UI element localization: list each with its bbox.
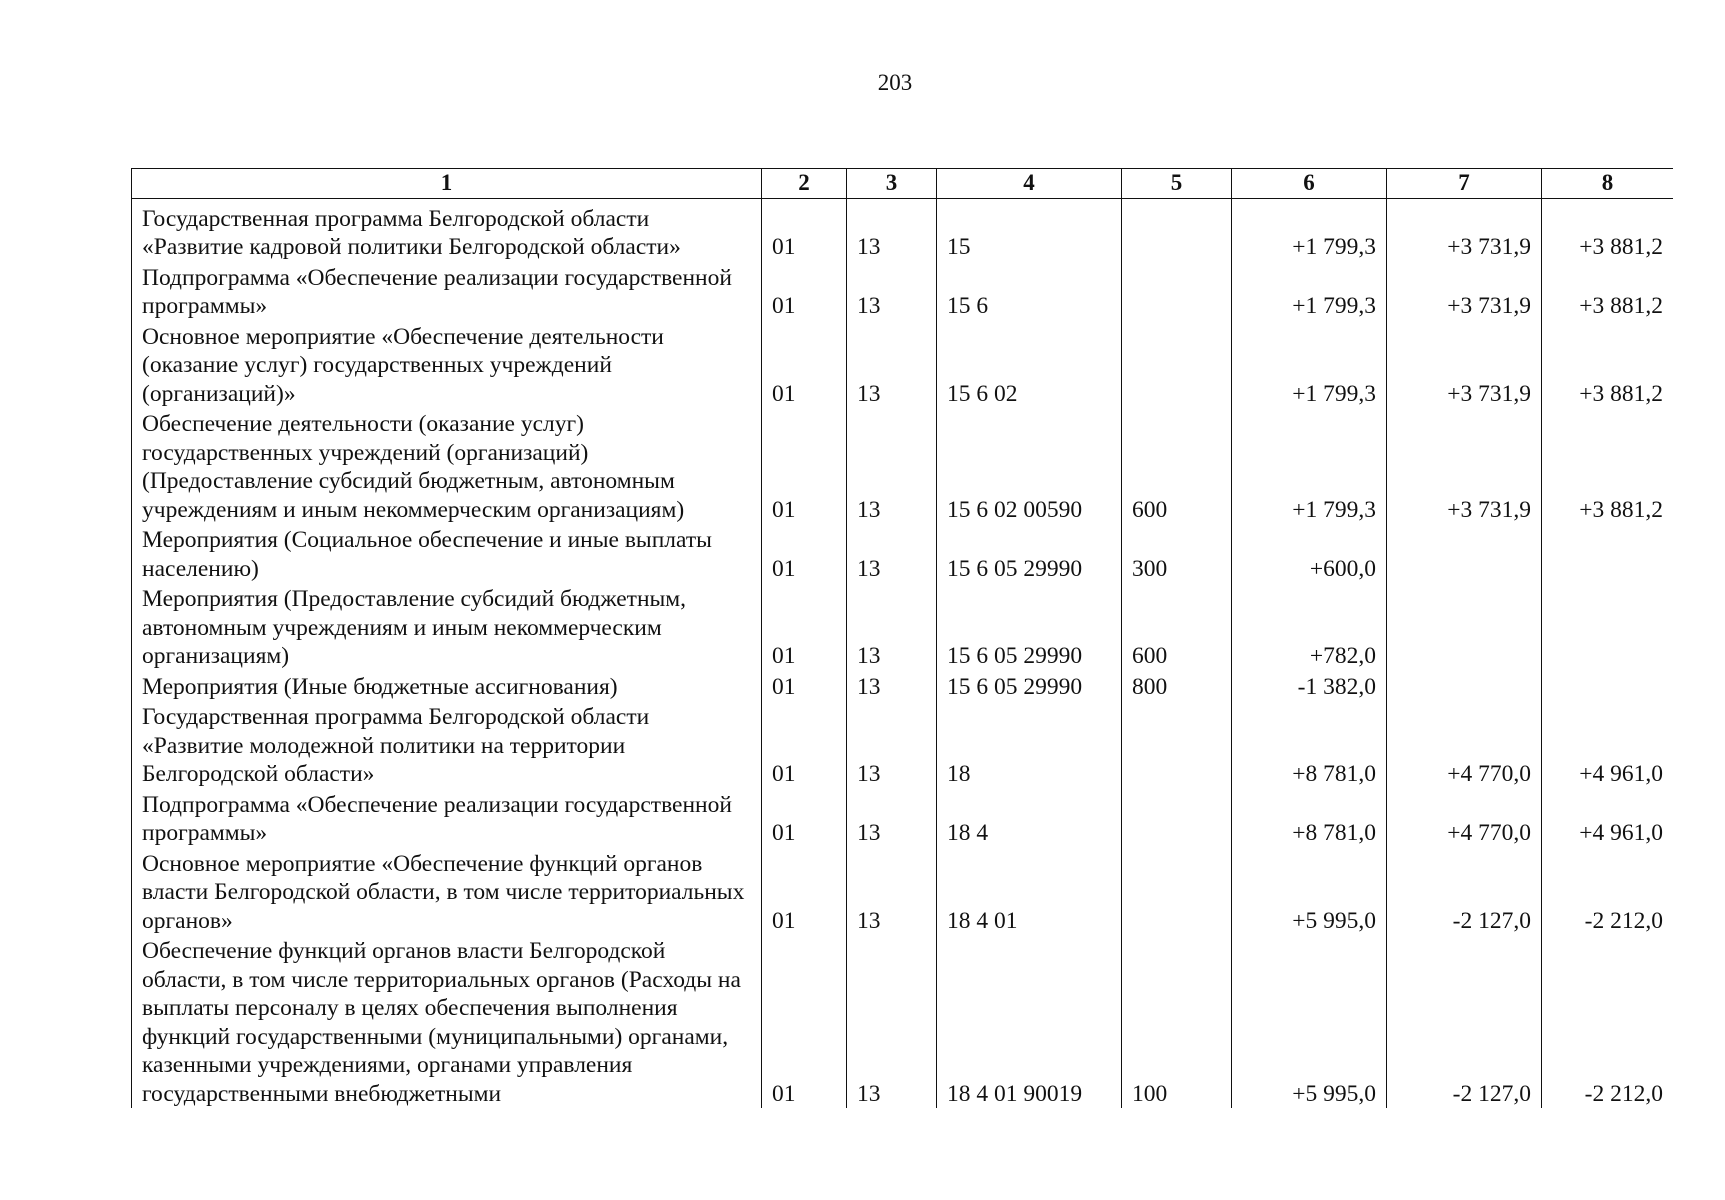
table-row: [132, 198, 1674, 262]
table-row: [132, 583, 1674, 671]
subsection-code: 13: [847, 198, 937, 262]
amount-col-8: +4 961,0: [1542, 701, 1674, 789]
subsection-code: 13: [847, 848, 937, 936]
row-description: Основное мероприятие «Обеспечение функций органов власти Белгородской области, в том числе территориальных органов»: [132, 848, 762, 936]
subsection-code: 13: [847, 583, 937, 671]
subsection-code: 13: [847, 524, 937, 583]
expense-type-code: 600: [1122, 583, 1232, 671]
expense-type-code: [1122, 848, 1232, 936]
table-row: [132, 789, 1674, 848]
column-header: 2: [762, 169, 847, 199]
row-description: Обеспечение функций органов власти Белгородской области, в том числе территориальных органов (Расходы на выплаты персоналу в целях обеспечения выполнения функций государственными (муниципальными) органами, казенными учреждениями, органами управления государственными внебюджетными: [132, 935, 762, 1108]
target-article-code: 15 6 02 00590: [937, 408, 1122, 524]
section-code: 01: [762, 524, 847, 583]
amount-col-8: [1542, 524, 1674, 583]
expense-type-code: 300: [1122, 524, 1232, 583]
table-row: [132, 671, 1674, 702]
subsection-code: 13: [847, 408, 937, 524]
amount-col-7: +3 731,9: [1387, 198, 1542, 262]
row-description: Основное мероприятие «Обеспечение деятельности (оказание услуг) государственных учреждений (организаций)»: [132, 321, 762, 409]
amount-col-7: +3 731,9: [1387, 408, 1542, 524]
subsection-code: 13: [847, 935, 937, 1108]
budget-table: [131, 168, 1673, 1108]
amount-col-6: +8 781,0: [1232, 701, 1387, 789]
column-header: 4: [937, 169, 1122, 199]
amount-col-8: +3 881,2: [1542, 262, 1674, 321]
subsection-code: 13: [847, 789, 937, 848]
amount-col-6: +5 995,0: [1232, 935, 1387, 1108]
section-code: 01: [762, 408, 847, 524]
amount-col-7: +3 731,9: [1387, 262, 1542, 321]
amount-col-6: +1 799,3: [1232, 321, 1387, 409]
table-row: [132, 408, 1674, 524]
amount-col-6: +600,0: [1232, 524, 1387, 583]
expense-type-code: [1122, 262, 1232, 321]
row-description: Государственная программа Белгородской области «Развитие кадровой политики Белгородской области»: [132, 198, 762, 262]
column-header: 5: [1122, 169, 1232, 199]
amount-col-7: +4 770,0: [1387, 789, 1542, 848]
table-row: [132, 848, 1674, 936]
section-code: 01: [762, 789, 847, 848]
row-description: Мероприятия (Предоставление субсидий бюджетным, автономным учреждениям и иным некоммерческим организациям): [132, 583, 762, 671]
amount-col-8: +3 881,2: [1542, 321, 1674, 409]
expense-type-code: 800: [1122, 671, 1232, 702]
column-header: 6: [1232, 169, 1387, 199]
amount-col-7: [1387, 671, 1542, 702]
section-code: 01: [762, 671, 847, 702]
section-code: 01: [762, 321, 847, 409]
subsection-code: 13: [847, 321, 937, 409]
row-description: Обеспечение деятельности (оказание услуг) государственных учреждений (организаций) (Предоставление субсидий бюджетным, автономным учреждениям и иным некоммерческим организациям): [132, 408, 762, 524]
page-number: 203: [877, 70, 913, 95]
amount-col-8: +4 961,0: [1542, 789, 1674, 848]
subsection-code: 13: [847, 701, 937, 789]
amount-col-8: +3 881,2: [1542, 198, 1674, 262]
amount-col-8: -2 212,0: [1542, 848, 1674, 936]
amount-col-6: +8 781,0: [1232, 789, 1387, 848]
column-header: 3: [847, 169, 937, 199]
target-article-code: 15 6 05 29990: [937, 583, 1122, 671]
column-header: 8: [1542, 169, 1674, 199]
subsection-code: 13: [847, 671, 937, 702]
amount-col-7: +3 731,9: [1387, 321, 1542, 409]
row-description: Государственная программа Белгородской области «Развитие молодежной политики на территории Белгородской области»: [132, 701, 762, 789]
amount-col-7: [1387, 583, 1542, 671]
target-article-code: 15 6 05 29990: [937, 671, 1122, 702]
target-article-code: 18: [937, 701, 1122, 789]
expense-type-code: [1122, 789, 1232, 848]
section-code: 01: [762, 701, 847, 789]
target-article-code: 18 4 01: [937, 848, 1122, 936]
amount-col-7: -2 127,0: [1387, 848, 1542, 936]
subsection-code: 13: [847, 262, 937, 321]
amount-col-8: +3 881,2: [1542, 408, 1674, 524]
expense-type-code: [1122, 321, 1232, 409]
amount-col-7: [1387, 524, 1542, 583]
amount-col-8: [1542, 671, 1674, 702]
expense-type-code: [1122, 701, 1232, 789]
amount-col-6: +1 799,3: [1232, 262, 1387, 321]
amount-col-8: -2 212,0: [1542, 935, 1674, 1108]
table-row: [132, 701, 1674, 789]
table-row: [132, 321, 1674, 409]
amount-col-6: -1 382,0: [1232, 671, 1387, 702]
amount-col-8: [1542, 583, 1674, 671]
section-code: 01: [762, 935, 847, 1108]
expense-type-code: [1122, 198, 1232, 262]
amount-col-6: +5 995,0: [1232, 848, 1387, 936]
section-code: 01: [762, 848, 847, 936]
budget-table-container: [131, 168, 1673, 1122]
amount-col-7: -2 127,0: [1387, 935, 1542, 1108]
row-description: Мероприятия (Иные бюджетные ассигнования): [132, 671, 762, 702]
row-description: Мероприятия (Социальное обеспечение и иные выплаты населению): [132, 524, 762, 583]
amount-col-6: +1 799,3: [1232, 198, 1387, 262]
table-row: [132, 262, 1674, 321]
expense-type-code: 600: [1122, 408, 1232, 524]
section-code: 01: [762, 198, 847, 262]
expense-type-code: 100: [1122, 935, 1232, 1108]
amount-col-6: +1 799,3: [1232, 408, 1387, 524]
amount-col-7: +4 770,0: [1387, 701, 1542, 789]
target-article-code: 15: [937, 198, 1122, 262]
table-body: [132, 198, 1674, 1108]
amount-col-6: +782,0: [1232, 583, 1387, 671]
section-code: 01: [762, 583, 847, 671]
column-header: 1: [132, 169, 762, 199]
column-header: 7: [1387, 169, 1542, 199]
table-row: [132, 524, 1674, 583]
row-description: Подпрограмма «Обеспечение реализации государственной программы»: [132, 789, 762, 848]
target-article-code: 15 6: [937, 262, 1122, 321]
target-article-code: 18 4: [937, 789, 1122, 848]
row-description: Подпрограмма «Обеспечение реализации государственной программы»: [132, 262, 762, 321]
target-article-code: 18 4 01 90019: [937, 935, 1122, 1108]
section-code: 01: [762, 262, 847, 321]
table-row: [132, 935, 1674, 1108]
target-article-code: 15 6 05 29990: [937, 524, 1122, 583]
table-header-row: [132, 169, 1674, 199]
target-article-code: 15 6 02: [937, 321, 1122, 409]
